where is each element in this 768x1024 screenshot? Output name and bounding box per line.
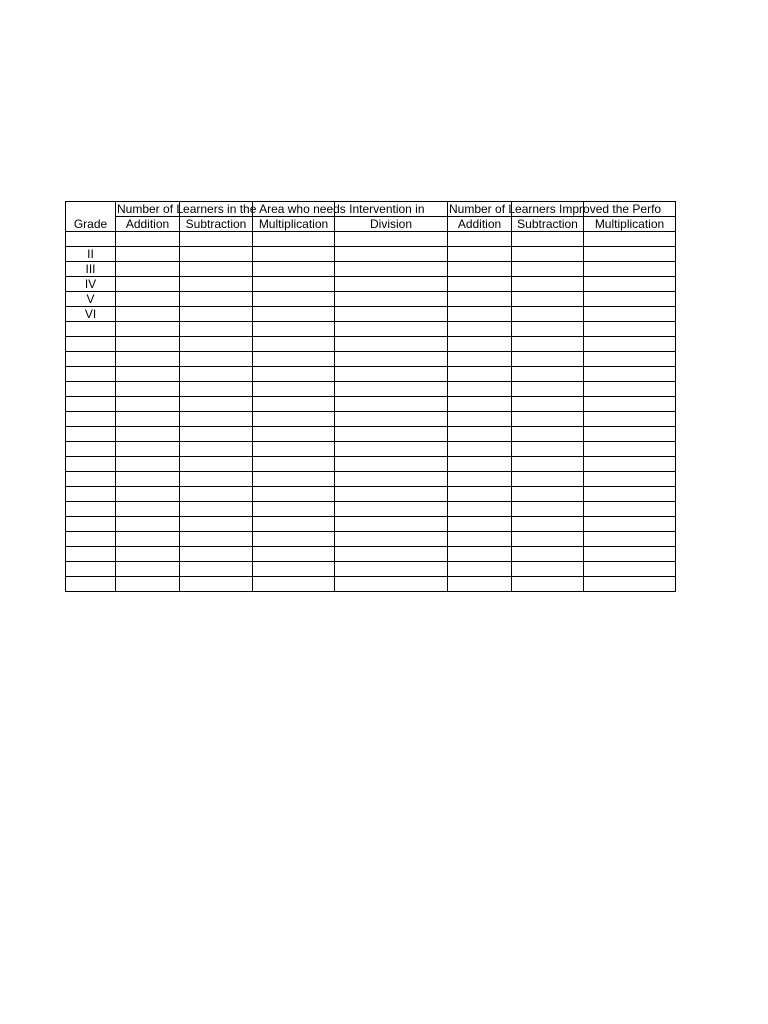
- table-row: [66, 307, 676, 322]
- group1-gridline-3: [334, 201, 335, 217]
- data-cell[interactable]: [253, 487, 335, 502]
- data-cell[interactable]: [253, 292, 335, 307]
- group1-gridline-1: [179, 201, 180, 217]
- table-row: [66, 577, 676, 592]
- data-cell[interactable]: [584, 412, 676, 427]
- group2-gridline-1: [511, 201, 512, 217]
- data-cell[interactable]: [116, 352, 180, 367]
- data-cell[interactable]: [584, 382, 676, 397]
- data-cell[interactable]: [512, 292, 584, 307]
- data-cell[interactable]: [512, 472, 584, 487]
- data-cell[interactable]: [253, 337, 335, 352]
- table-row: [66, 532, 676, 547]
- data-cell[interactable]: [335, 397, 448, 412]
- data-cell[interactable]: [512, 517, 584, 532]
- col-header-subtraction-1[interactable]: [180, 217, 253, 232]
- col-header-label: Subtraction: [185, 217, 247, 231]
- table-row: [66, 517, 676, 532]
- data-cell[interactable]: [180, 367, 253, 382]
- grade-cell[interactable]: [66, 427, 116, 442]
- data-cell[interactable]: [253, 367, 335, 382]
- data-cell[interactable]: [335, 262, 448, 277]
- data-cell[interactable]: [512, 352, 584, 367]
- data-cell[interactable]: [448, 247, 512, 262]
- grade-cell[interactable]: [66, 517, 116, 532]
- data-cell[interactable]: [512, 532, 584, 547]
- col-header-division[interactable]: [335, 217, 448, 232]
- group1-gridline-2: [252, 201, 253, 217]
- data-cell[interactable]: [253, 322, 335, 337]
- data-cell[interactable]: [253, 577, 335, 592]
- data-cell[interactable]: [448, 277, 512, 292]
- grade-label: VI: [84, 307, 97, 321]
- data-cell[interactable]: [584, 457, 676, 472]
- data-cell[interactable]: [448, 367, 512, 382]
- data-cell[interactable]: [116, 322, 180, 337]
- data-cell[interactable]: [253, 442, 335, 457]
- data-cell[interactable]: [512, 232, 584, 247]
- worksheet: [65, 201, 676, 592]
- data-cell[interactable]: [584, 247, 676, 262]
- data-cell[interactable]: [253, 247, 335, 262]
- data-cell[interactable]: [335, 442, 448, 457]
- grade-cell[interactable]: [66, 457, 116, 472]
- data-cell[interactable]: [335, 352, 448, 367]
- data-cell[interactable]: [180, 322, 253, 337]
- data-cell[interactable]: [180, 562, 253, 577]
- data-cell[interactable]: [180, 307, 253, 322]
- table-row: [66, 457, 676, 472]
- data-cell[interactable]: [180, 232, 253, 247]
- data-cell[interactable]: [584, 262, 676, 277]
- data-cell[interactable]: [584, 352, 676, 367]
- table-row: [66, 337, 676, 352]
- data-cell[interactable]: [116, 232, 180, 247]
- data-cell[interactable]: [335, 547, 448, 562]
- table-row: [66, 442, 676, 457]
- data-cell[interactable]: [584, 547, 676, 562]
- data-cell[interactable]: [448, 532, 512, 547]
- data-cell[interactable]: [448, 232, 512, 247]
- data-cell[interactable]: [335, 577, 448, 592]
- data-cell[interactable]: [448, 427, 512, 442]
- table-row: [66, 277, 676, 292]
- data-cell[interactable]: [180, 397, 253, 412]
- table-row: [66, 412, 676, 427]
- data-cell[interactable]: [116, 442, 180, 457]
- data-cell[interactable]: [180, 517, 253, 532]
- data-cell[interactable]: [180, 412, 253, 427]
- data-cell[interactable]: [116, 262, 180, 277]
- data-cell[interactable]: [253, 277, 335, 292]
- grade-cell[interactable]: [66, 367, 116, 382]
- col-header-label: Multiplication: [258, 217, 329, 231]
- grade-cell[interactable]: [66, 397, 116, 412]
- col-header-label: Addition: [125, 217, 170, 231]
- data-cell[interactable]: [512, 487, 584, 502]
- data-cell[interactable]: [116, 397, 180, 412]
- data-cell[interactable]: [448, 577, 512, 592]
- col-header-label: Addition: [457, 217, 502, 231]
- data-cell[interactable]: [584, 562, 676, 577]
- data-cell[interactable]: [253, 232, 335, 247]
- data-cell[interactable]: [180, 502, 253, 517]
- data-cell[interactable]: [116, 277, 180, 292]
- data-cell[interactable]: [584, 232, 676, 247]
- data-cell[interactable]: [512, 412, 584, 427]
- data-cell[interactable]: [584, 367, 676, 382]
- data-cell[interactable]: [253, 397, 335, 412]
- data-cell[interactable]: [448, 412, 512, 427]
- data-cell[interactable]: [448, 262, 512, 277]
- data-cell[interactable]: [584, 487, 676, 502]
- data-cell[interactable]: [116, 412, 180, 427]
- data-cell[interactable]: [253, 532, 335, 547]
- data-cell[interactable]: [116, 517, 180, 532]
- col-header-addition-1[interactable]: [116, 217, 180, 232]
- data-cell[interactable]: [512, 262, 584, 277]
- data-cell[interactable]: [253, 427, 335, 442]
- data-cell[interactable]: [512, 547, 584, 562]
- data-cell[interactable]: [512, 457, 584, 472]
- data-cell[interactable]: [116, 562, 180, 577]
- grade-cell[interactable]: [66, 412, 116, 427]
- grade-label: IV: [84, 277, 97, 291]
- data-cell[interactable]: [584, 397, 676, 412]
- data-cell[interactable]: [253, 472, 335, 487]
- data-cell[interactable]: [116, 247, 180, 262]
- table-row: [66, 262, 676, 277]
- col-header-multiplication-1[interactable]: [253, 217, 335, 232]
- data-cell[interactable]: [116, 532, 180, 547]
- grade-header-cell[interactable]: [66, 202, 116, 232]
- data-cell[interactable]: [253, 412, 335, 427]
- grade-cell[interactable]: [66, 577, 116, 592]
- table-row: [66, 487, 676, 502]
- data-cell[interactable]: [584, 502, 676, 517]
- data-cell[interactable]: [335, 502, 448, 517]
- data-cell[interactable]: [116, 577, 180, 592]
- data-cell[interactable]: [448, 517, 512, 532]
- col-header-label: Subtraction: [517, 217, 578, 231]
- data-cell[interactable]: [512, 577, 584, 592]
- data-cell[interactable]: [180, 487, 253, 502]
- data-cell[interactable]: [448, 352, 512, 367]
- data-cell[interactable]: [584, 307, 676, 322]
- grade-cell[interactable]: [66, 547, 116, 562]
- data-cell[interactable]: [116, 367, 180, 382]
- data-cell[interactable]: [116, 487, 180, 502]
- data-cell[interactable]: [253, 382, 335, 397]
- grade-cell[interactable]: [66, 532, 116, 547]
- data-cell[interactable]: [180, 262, 253, 277]
- data-cell[interactable]: [512, 307, 584, 322]
- data-cell[interactable]: [448, 457, 512, 472]
- data-cell[interactable]: [253, 547, 335, 562]
- data-cell[interactable]: [253, 562, 335, 577]
- data-cell[interactable]: [335, 277, 448, 292]
- col-header-addition-2[interactable]: [448, 217, 512, 232]
- data-cell[interactable]: [335, 322, 448, 337]
- data-cell[interactable]: [116, 307, 180, 322]
- grade-cell[interactable]: [66, 562, 116, 577]
- data-cell[interactable]: [253, 502, 335, 517]
- data-cell[interactable]: [335, 337, 448, 352]
- data-cell[interactable]: [584, 337, 676, 352]
- data-cell[interactable]: [448, 337, 512, 352]
- data-cell[interactable]: [512, 442, 584, 457]
- grade-label: III: [85, 262, 96, 276]
- data-cell[interactable]: [335, 247, 448, 262]
- group1-title: Number of Learners in the Area who needs Intervention in: [117, 202, 425, 216]
- data-cell[interactable]: [584, 517, 676, 532]
- grade-cell[interactable]: [66, 472, 116, 487]
- data-cell[interactable]: [335, 382, 448, 397]
- data-cell[interactable]: [180, 337, 253, 352]
- grade-cell[interactable]: [66, 292, 116, 307]
- data-cell[interactable]: [512, 427, 584, 442]
- data-cell[interactable]: [448, 397, 512, 412]
- data-cell[interactable]: [448, 547, 512, 562]
- grade-cell[interactable]: [66, 337, 116, 352]
- table-row: [66, 562, 676, 577]
- data-cell[interactable]: [448, 292, 512, 307]
- grade-cell[interactable]: [66, 352, 116, 367]
- data-cell[interactable]: [335, 487, 448, 502]
- data-cell[interactable]: [335, 367, 448, 382]
- group2-gridline-2: [583, 201, 584, 217]
- data-cell[interactable]: [180, 352, 253, 367]
- data-cell[interactable]: [180, 442, 253, 457]
- grade-cell[interactable]: [66, 277, 116, 292]
- data-cell[interactable]: [180, 472, 253, 487]
- grade-cell[interactable]: [66, 232, 116, 247]
- data-cell[interactable]: [448, 562, 512, 577]
- table-row: [66, 502, 676, 517]
- data-cell[interactable]: [180, 277, 253, 292]
- table-row: [66, 472, 676, 487]
- data-cell[interactable]: [116, 472, 180, 487]
- data-cell[interactable]: [335, 562, 448, 577]
- data-cell[interactable]: [448, 322, 512, 337]
- intervention-table: [65, 201, 676, 592]
- table-row: [66, 547, 676, 562]
- data-cell[interactable]: [180, 382, 253, 397]
- data-cell[interactable]: [335, 307, 448, 322]
- col-header-label: Multiplication: [594, 217, 665, 231]
- data-cell[interactable]: [180, 457, 253, 472]
- table-row: [66, 322, 676, 337]
- data-cell[interactable]: [448, 472, 512, 487]
- data-cell[interactable]: [116, 292, 180, 307]
- data-cell[interactable]: [180, 577, 253, 592]
- column-header-row: [66, 217, 676, 232]
- group-header-row: [66, 202, 676, 217]
- group2-title: Number of Learners Improved the Perfo: [449, 202, 662, 216]
- group1-title-cell[interactable]: [116, 202, 448, 217]
- table-row: [66, 292, 676, 307]
- data-cell[interactable]: [116, 457, 180, 472]
- data-cell[interactable]: [584, 442, 676, 457]
- table-row: [66, 352, 676, 367]
- col-header-label: Division: [369, 217, 412, 231]
- grade-cell[interactable]: [66, 322, 116, 337]
- grade-label: II: [87, 247, 94, 261]
- data-cell[interactable]: [116, 337, 180, 352]
- data-cell[interactable]: [180, 547, 253, 562]
- data-cell[interactable]: [584, 292, 676, 307]
- data-cell[interactable]: [512, 397, 584, 412]
- table-row: [66, 232, 676, 247]
- grade-header-label: Grade: [73, 217, 108, 231]
- col-header-subtraction-2[interactable]: [512, 217, 584, 232]
- data-cell[interactable]: [116, 382, 180, 397]
- grade-cell[interactable]: [66, 382, 116, 397]
- grade-cell[interactable]: [66, 262, 116, 277]
- data-cell[interactable]: [512, 562, 584, 577]
- data-cell[interactable]: [116, 502, 180, 517]
- data-cell[interactable]: [512, 337, 584, 352]
- data-cell[interactable]: [512, 247, 584, 262]
- grade-cell[interactable]: [66, 247, 116, 262]
- data-cell[interactable]: [253, 307, 335, 322]
- data-cell[interactable]: [335, 292, 448, 307]
- data-cell[interactable]: [512, 382, 584, 397]
- table-row: [66, 397, 676, 412]
- data-cell[interactable]: [116, 427, 180, 442]
- table-row: [66, 367, 676, 382]
- data-cell[interactable]: [253, 517, 335, 532]
- data-cell[interactable]: [512, 502, 584, 517]
- data-cell[interactable]: [512, 322, 584, 337]
- data-cell[interactable]: [253, 457, 335, 472]
- data-cell[interactable]: [335, 517, 448, 532]
- data-cell[interactable]: [335, 472, 448, 487]
- data-cell[interactable]: [584, 532, 676, 547]
- data-cell[interactable]: [335, 232, 448, 247]
- data-cell[interactable]: [335, 532, 448, 547]
- data-cell[interactable]: [253, 352, 335, 367]
- data-cell[interactable]: [448, 307, 512, 322]
- table-row: [66, 382, 676, 397]
- data-cell[interactable]: [180, 247, 253, 262]
- grade-cell[interactable]: [66, 502, 116, 517]
- grade-cell[interactable]: [66, 442, 116, 457]
- grade-label: V: [86, 292, 95, 306]
- data-cell[interactable]: [448, 382, 512, 397]
- data-cell[interactable]: [448, 502, 512, 517]
- table-row: [66, 247, 676, 262]
- data-cell[interactable]: [448, 487, 512, 502]
- data-cell[interactable]: [584, 322, 676, 337]
- data-cell[interactable]: [116, 547, 180, 562]
- group2-title-cell[interactable]: [448, 202, 676, 217]
- data-cell[interactable]: [180, 427, 253, 442]
- data-cell[interactable]: [584, 427, 676, 442]
- col-header-multiplication-2[interactable]: [584, 217, 676, 232]
- table-row: [66, 427, 676, 442]
- data-cell[interactable]: [335, 412, 448, 427]
- data-cell[interactable]: [584, 577, 676, 592]
- data-cell[interactable]: [512, 367, 584, 382]
- grade-cell[interactable]: [66, 307, 116, 322]
- data-cell[interactable]: [584, 277, 676, 292]
- data-cell[interactable]: [584, 472, 676, 487]
- grade-cell[interactable]: [66, 487, 116, 502]
- data-cell[interactable]: [448, 442, 512, 457]
- data-cell[interactable]: [335, 427, 448, 442]
- data-cell[interactable]: [253, 262, 335, 277]
- data-cell[interactable]: [180, 292, 253, 307]
- data-cell[interactable]: [512, 277, 584, 292]
- data-cell[interactable]: [180, 532, 253, 547]
- data-cell[interactable]: [335, 457, 448, 472]
